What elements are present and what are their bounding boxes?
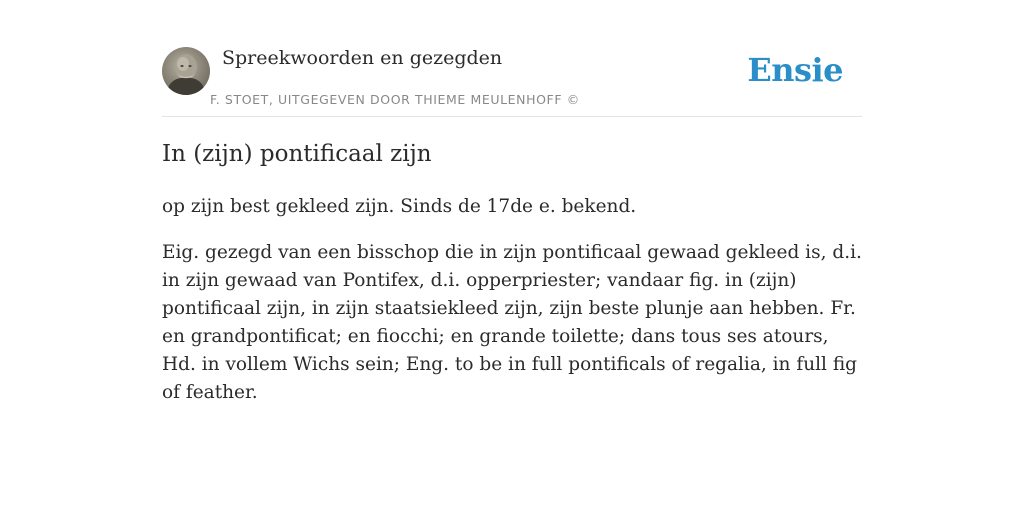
book-title[interactable]: Spreekwoorden en gezegden — [222, 47, 503, 69]
entry-title: In (zijn) pontificaal zijn — [162, 141, 432, 167]
entry-definition: op zijn best gekleed zijn. Sinds de 17de e. bekend. — [162, 196, 637, 217]
ensie-logo[interactable]: Ensie — [747, 51, 843, 89]
book-header — [162, 46, 862, 117]
book-credit: F. STOET, UITGEGEVEN DOOR THIEME MEULENHOFF © — [210, 92, 580, 107]
entry-explanation: Eig. gezegd van een bisschop die in zijn pontificaal gewaad gekleed is, d.i. in zijn gewaad van Pontifex, d.i. opperpriester; vandaar fig. in (zijn) pontificaal zijn, in zijn staatsiekleed zijn, zijn beste plunje aan hebben. Fr. en grandpontificat; en fiocchi; en grande toilette; dans tous ses atours, Hd. in vollem Wichs sein; Eng. to be in full pontificals of regalia, in full fig of feather. — [162, 242, 862, 403]
author-portrait-icon — [162, 47, 210, 95]
